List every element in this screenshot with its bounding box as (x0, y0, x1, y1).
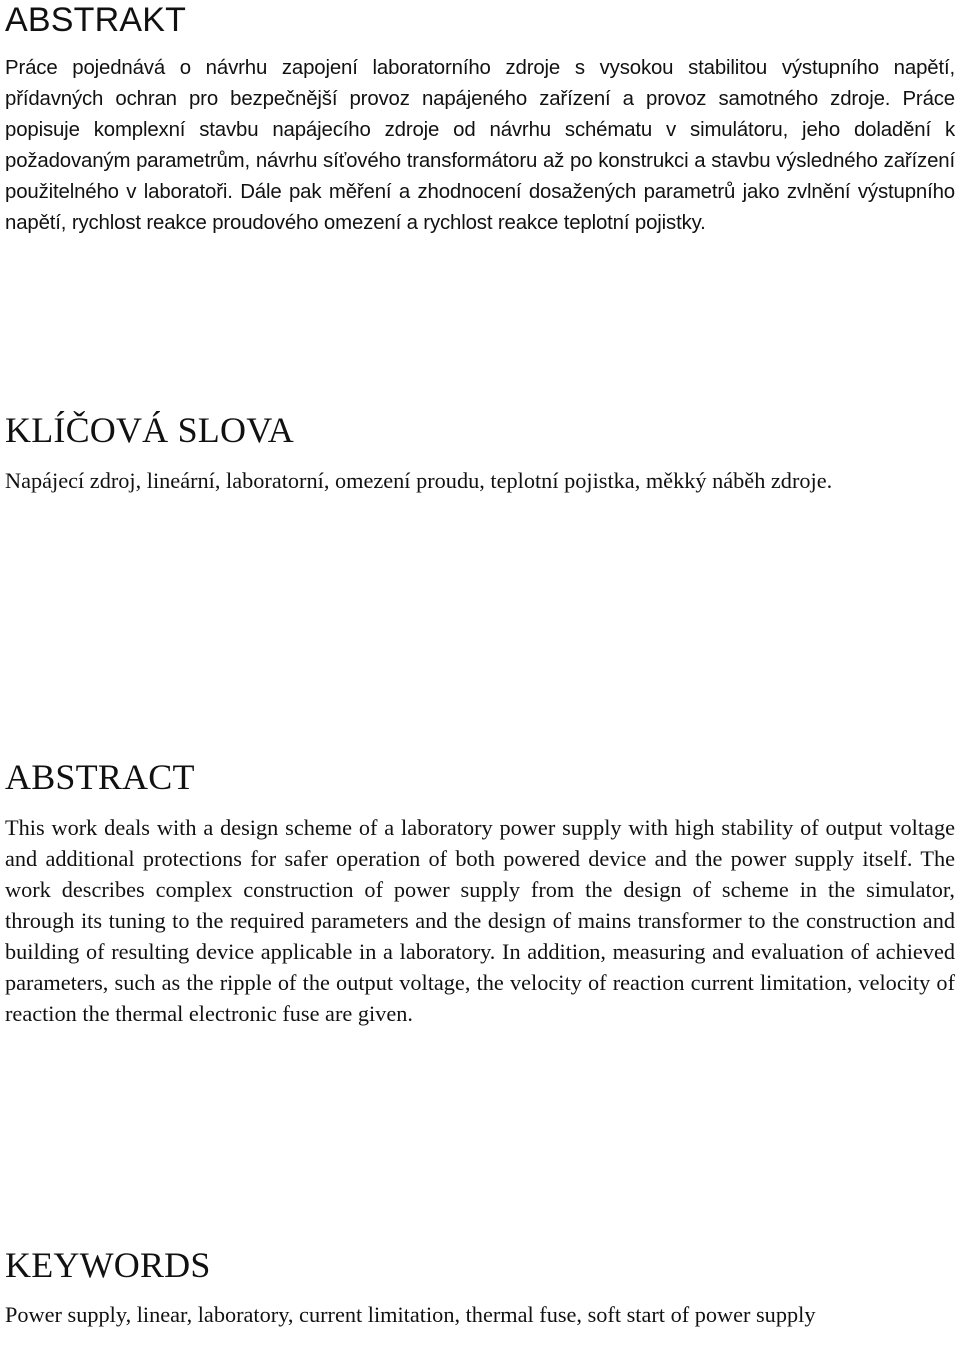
klicova-slova-section (5, 410, 955, 496)
klicova-slova-paragraph: Napájecí zdroj, lineární, laboratorní, omezení proudu, teplotní pojistka, měkký náběh zdroje. (5, 468, 833, 493)
abstract-paragraph: This work deals with a design scheme of a laboratory power supply with high stability of output voltage and additional protections for safer operation of both powered device and the power supply itself. The work describes complex construction of power supply from the design of scheme in the simulator, through its tuning to the required parameters and the design of mains transformer to the construction and building of resulting device applicable in a laboratory. In addition, measuring and evaluation of achieved parameters, such as the ripple of the output voltage, the velocity of reaction current limitation, velocity of reaction the thermal electronic fuse are given. (5, 815, 955, 1026)
klicova-slova-heading: KLÍČOVÁ SLOVA (5, 410, 294, 450)
abstract-section (5, 757, 955, 1029)
keywords-section (5, 1245, 955, 1330)
keywords-paragraph: Power supply, linear, laboratory, current limitation, thermal fuse, soft start of power supply (5, 1302, 816, 1327)
abstrakt-section (5, 0, 955, 239)
abstrakt-paragraph: Práce pojednává o návrhu zapojení laboratorního zdroje s vysokou stabilitou výstupního napětí, přídavných ochran pro bezpečnější provoz napájeného zařízení a provoz samotného zdroje. Práce popisuje komplexní stavbu napájecího zdroje od návrhu schématu v simulátoru, jeho doladění k požadovaným parametrům, návrhu síťového transformátoru až po konstrukci a stavbu výsledného zařízení použitelného v laboratoři. Dále pak měření a zhodnocení dosažených parametrů jako zvlnění výstupního napětí, rychlost reakce proudového omezení a rychlost reakce teplotní pojistky. (5, 57, 955, 234)
keywords-heading: KEYWORDS (5, 1245, 211, 1285)
abstrakt-heading: ABSTRAKT (5, 1, 187, 39)
abstract-heading: ABSTRACT (5, 757, 195, 797)
